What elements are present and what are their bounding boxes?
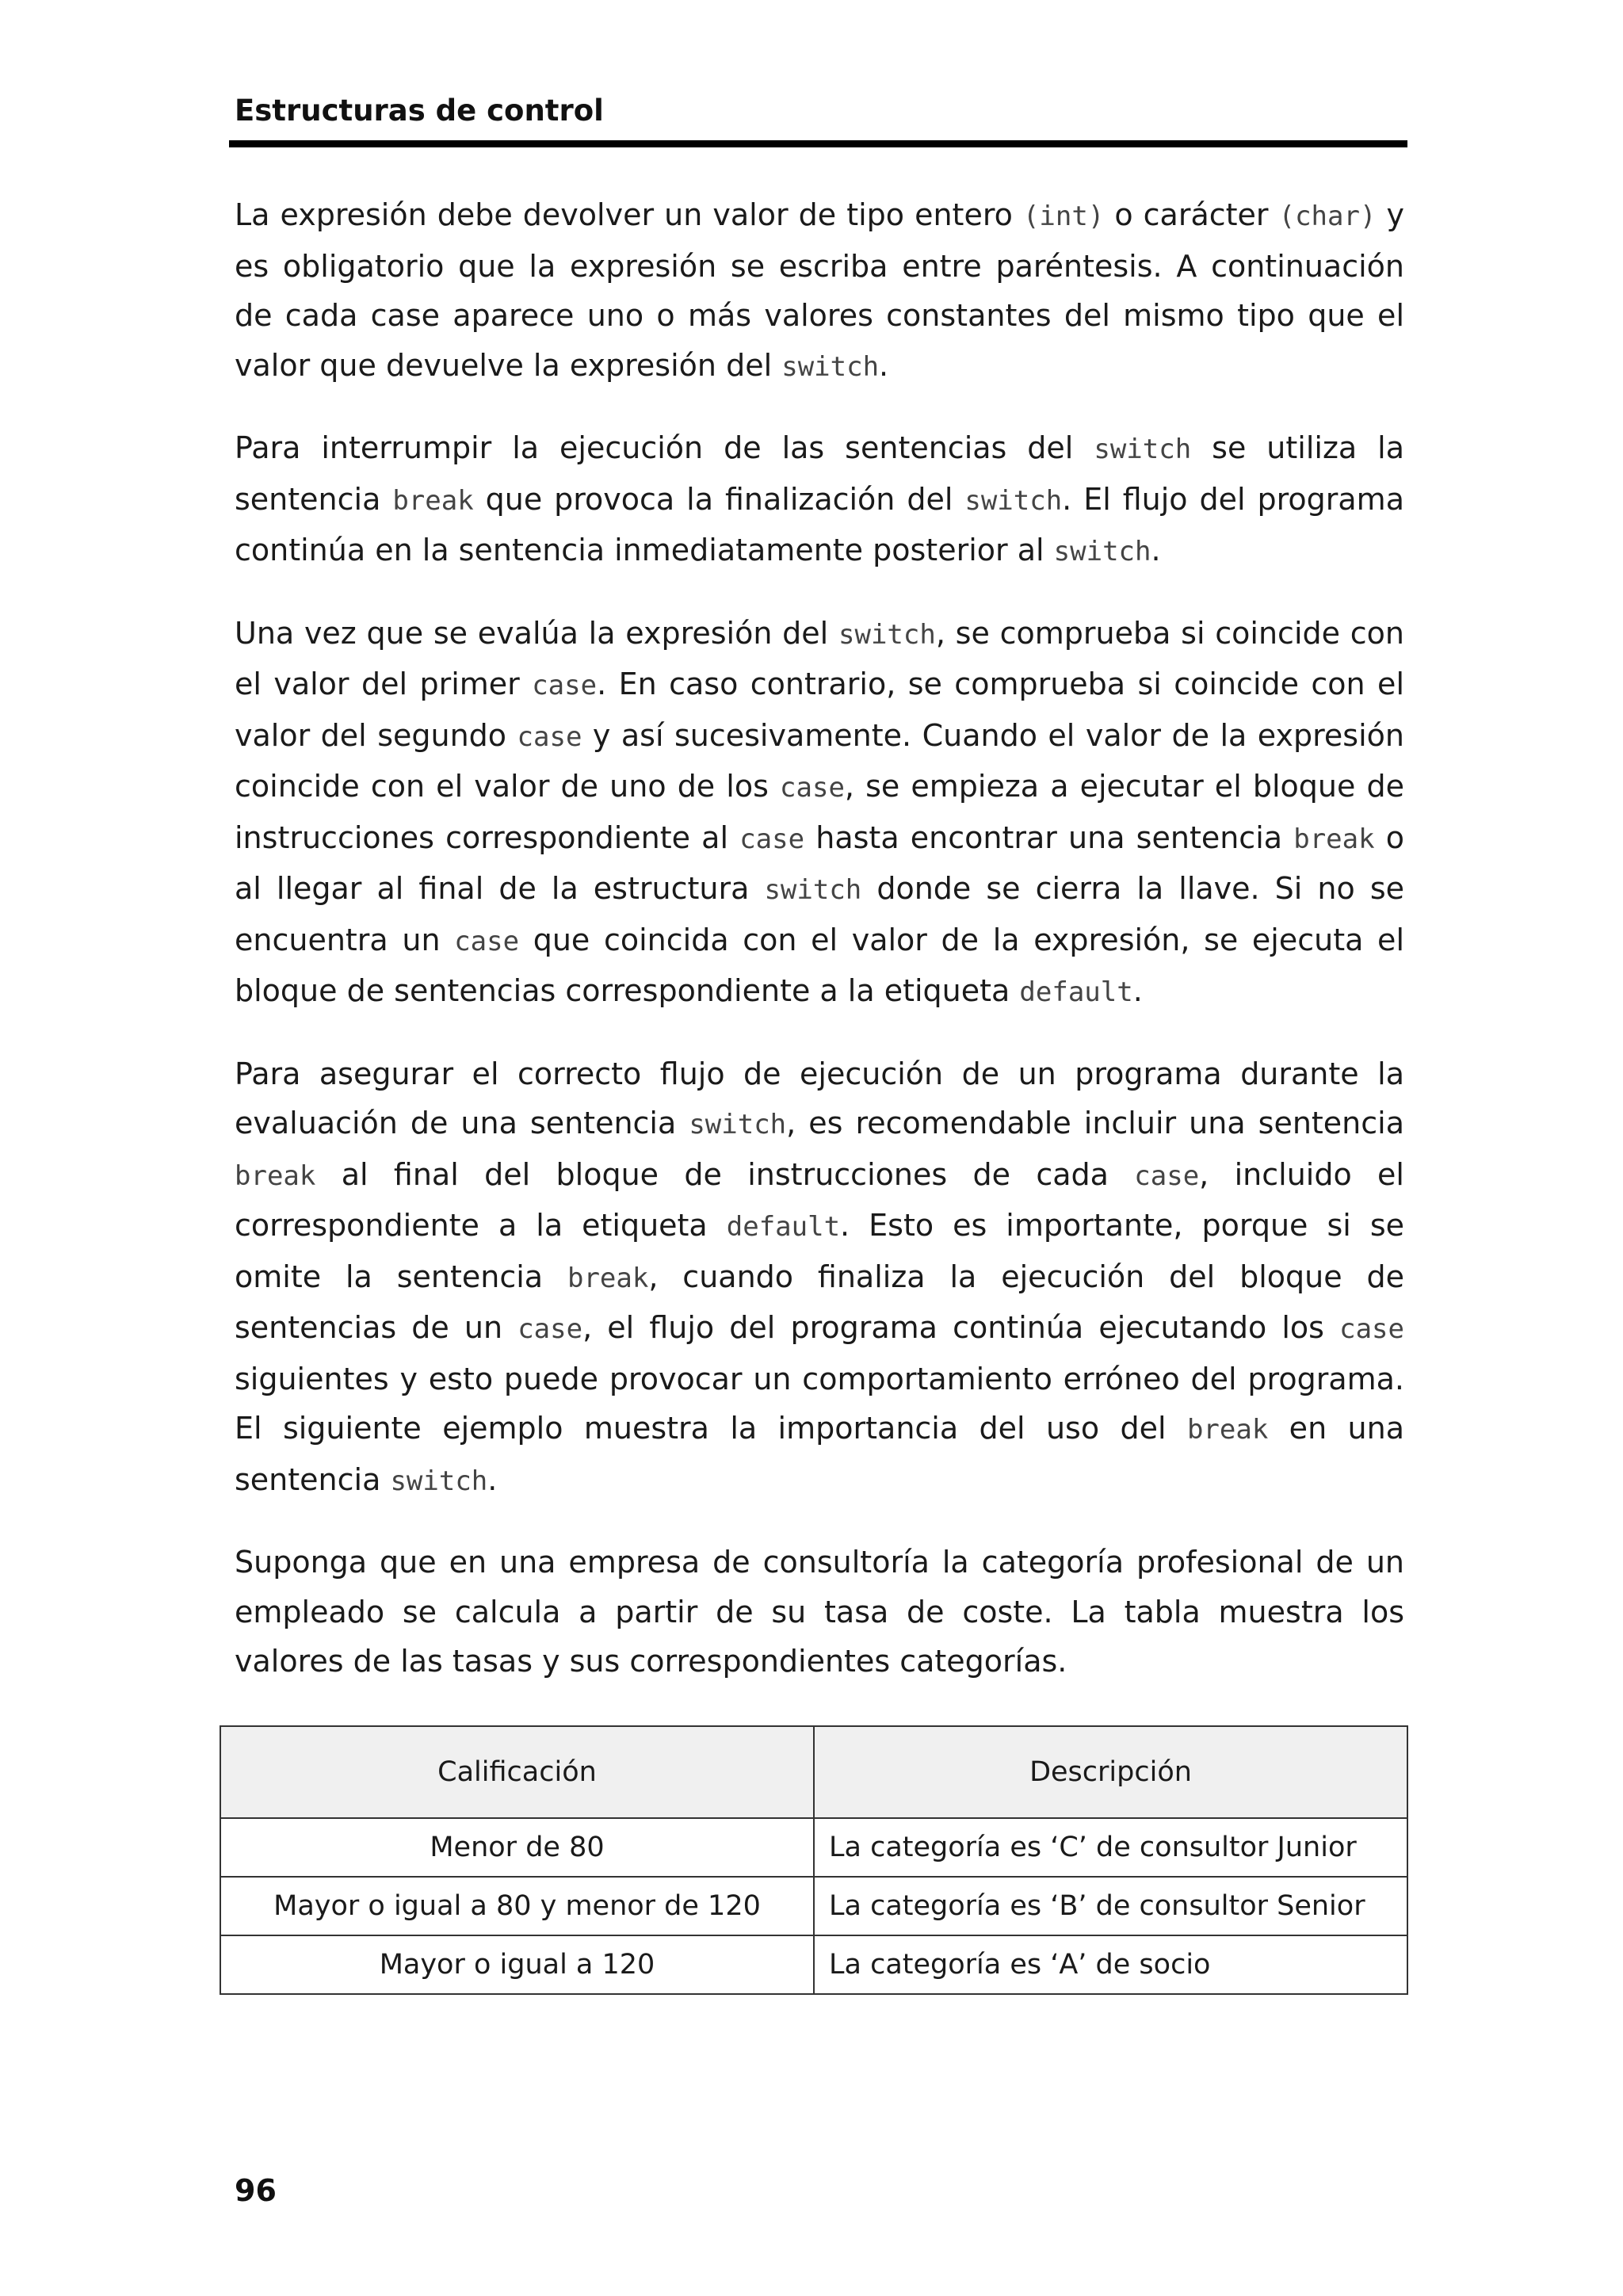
text-run: que coincida con el valor de la expresión, se ejecuta el bloque de sentencias correspondiente a la etiqueta <box>235 922 1404 1008</box>
text-run: Para asegurar el correcto flujo de ejecución de un programa durante la evaluación de una sentencia <box>235 1056 1404 1140</box>
text-run: se utiliza la sentencia <box>235 430 1404 517</box>
text-run: . <box>487 1461 498 1497</box>
column-header-calificacion: Calificación <box>220 1726 814 1818</box>
inline-code: switch <box>838 618 936 651</box>
table-cell: La categoría es ‘A’ de socio <box>814 1935 1407 1994</box>
inline-code: (char) <box>1278 201 1377 232</box>
page-number: 96 <box>235 2173 277 2208</box>
paragraph <box>235 1538 1404 1687</box>
table-cell: La categoría es ‘B’ de consultor Senior <box>814 1877 1407 1935</box>
category-table <box>220 1725 1408 1995</box>
text-run: y así sucesivamente. Cuando el valor de la expresión coincide con el valor de uno de los <box>235 717 1404 804</box>
text-run: La expresión debe devolver un valor de tipo entero <box>235 197 1023 232</box>
paragraph <box>235 1049 1404 1507</box>
table-cell: Menor de 80 <box>220 1818 814 1877</box>
inline-code: case <box>739 823 805 855</box>
text-run: . <box>1151 533 1161 567</box>
text-run: donde se cierra la llave. Si no se encuentra un <box>235 871 1405 957</box>
paragraph <box>235 423 1404 577</box>
inline-code: break <box>1293 823 1375 855</box>
inline-code: default <box>726 1211 841 1243</box>
text-run: . El flujo del programa continúa en la sentencia inmediatamente posterior al <box>235 481 1404 567</box>
text-run: en una sentencia <box>235 1411 1404 1497</box>
inline-code: case <box>517 720 582 753</box>
inline-code: break <box>567 1262 649 1294</box>
inline-code: case <box>1339 1313 1404 1345</box>
header-rule <box>229 140 1407 147</box>
inline-code: case <box>454 925 520 957</box>
inline-code: (int) <box>1022 201 1105 232</box>
text-run: , es recomendable incluir una sentencia <box>786 1106 1405 1140</box>
inline-code: case <box>532 670 598 701</box>
inline-code: break <box>1186 1414 1269 1446</box>
text-run: . En caso contrario, se comprueba si coincide con el valor del segundo <box>235 667 1404 753</box>
column-header-descripcion: Descripción <box>814 1726 1407 1818</box>
inline-code: break <box>235 1159 316 1192</box>
text-run: . Esto es importante, porque si se omite la sentencia <box>235 1208 1404 1294</box>
paragraph <box>235 190 1404 392</box>
table-cell: Mayor o igual a 80 y menor de 120 <box>220 1877 814 1935</box>
paragraph <box>235 609 1404 1018</box>
inline-code: switch <box>781 350 880 383</box>
inline-code: switch <box>964 484 1063 517</box>
inline-code: case <box>780 772 845 804</box>
text-run: al final del bloque de instrucciones de cada <box>315 1156 1135 1192</box>
table-cell: Mayor o igual a 120 <box>220 1935 814 1994</box>
inline-code: switch <box>1094 434 1192 465</box>
text-run: . <box>1132 973 1143 1008</box>
text-run: y es obligatorio que la expresión se escriba entre paréntesis. A continuación de cada case aparece uno o más valores constantes del mismo tipo que el valor que devuelve la expresión del <box>235 197 1404 383</box>
table-row <box>220 1877 1407 1935</box>
inline-code: case <box>517 1313 583 1345</box>
table-header-row <box>220 1726 1407 1818</box>
text-run: , cuando finaliza la ejecución del bloque de sentencias de un <box>235 1259 1405 1345</box>
inline-code: default <box>1019 976 1133 1008</box>
inline-code: switch <box>390 1465 488 1497</box>
text-run: que provoca la finalización del <box>473 481 965 517</box>
text-run: o al llegar al final de la estructura <box>235 819 1404 906</box>
text-run: Para interrumpir la ejecución de las sentencias del <box>235 430 1094 465</box>
inline-code: switch <box>689 1109 787 1140</box>
inline-code: case <box>1134 1159 1200 1192</box>
inline-code: switch <box>1053 536 1151 567</box>
table-cell: La categoría es ‘C’ de consultor Junior <box>814 1818 1407 1877</box>
text-run: . <box>879 347 889 383</box>
inline-code: break <box>392 484 474 517</box>
table-row <box>220 1818 1407 1877</box>
text-run: hasta encontrar una sentencia <box>804 819 1294 855</box>
text-run: , se comprueba si coincide con el valor del primer <box>235 615 1404 701</box>
running-header: Estructuras de control <box>235 94 604 128</box>
body-text <box>235 190 1404 1718</box>
text-run: Una vez que se evalúa la expresión del <box>235 615 839 651</box>
text-run: , el flujo del programa continúa ejecutando los <box>582 1310 1340 1345</box>
text-run: siguientes y esto puede provocar un comportamiento erróneo del programa. El siguiente ejemplo muestra la importancia del uso del <box>235 1361 1404 1446</box>
inline-code: switch <box>764 874 862 906</box>
text-run: , se empieza a ejecutar el bloque de instrucciones correspondiente al <box>235 769 1404 855</box>
text-run: Suponga que en una empresa de consultoría la categoría profesional de un empleado se calcula a partir de su tasa de coste. La tabla muestra los valores de las tasas y sus correspondientes categorías. <box>235 1545 1404 1679</box>
text-run: o carácter <box>1104 197 1279 232</box>
text-run: , incluido el correspondiente a la etiqueta <box>235 1156 1404 1243</box>
table-row <box>220 1935 1407 1994</box>
